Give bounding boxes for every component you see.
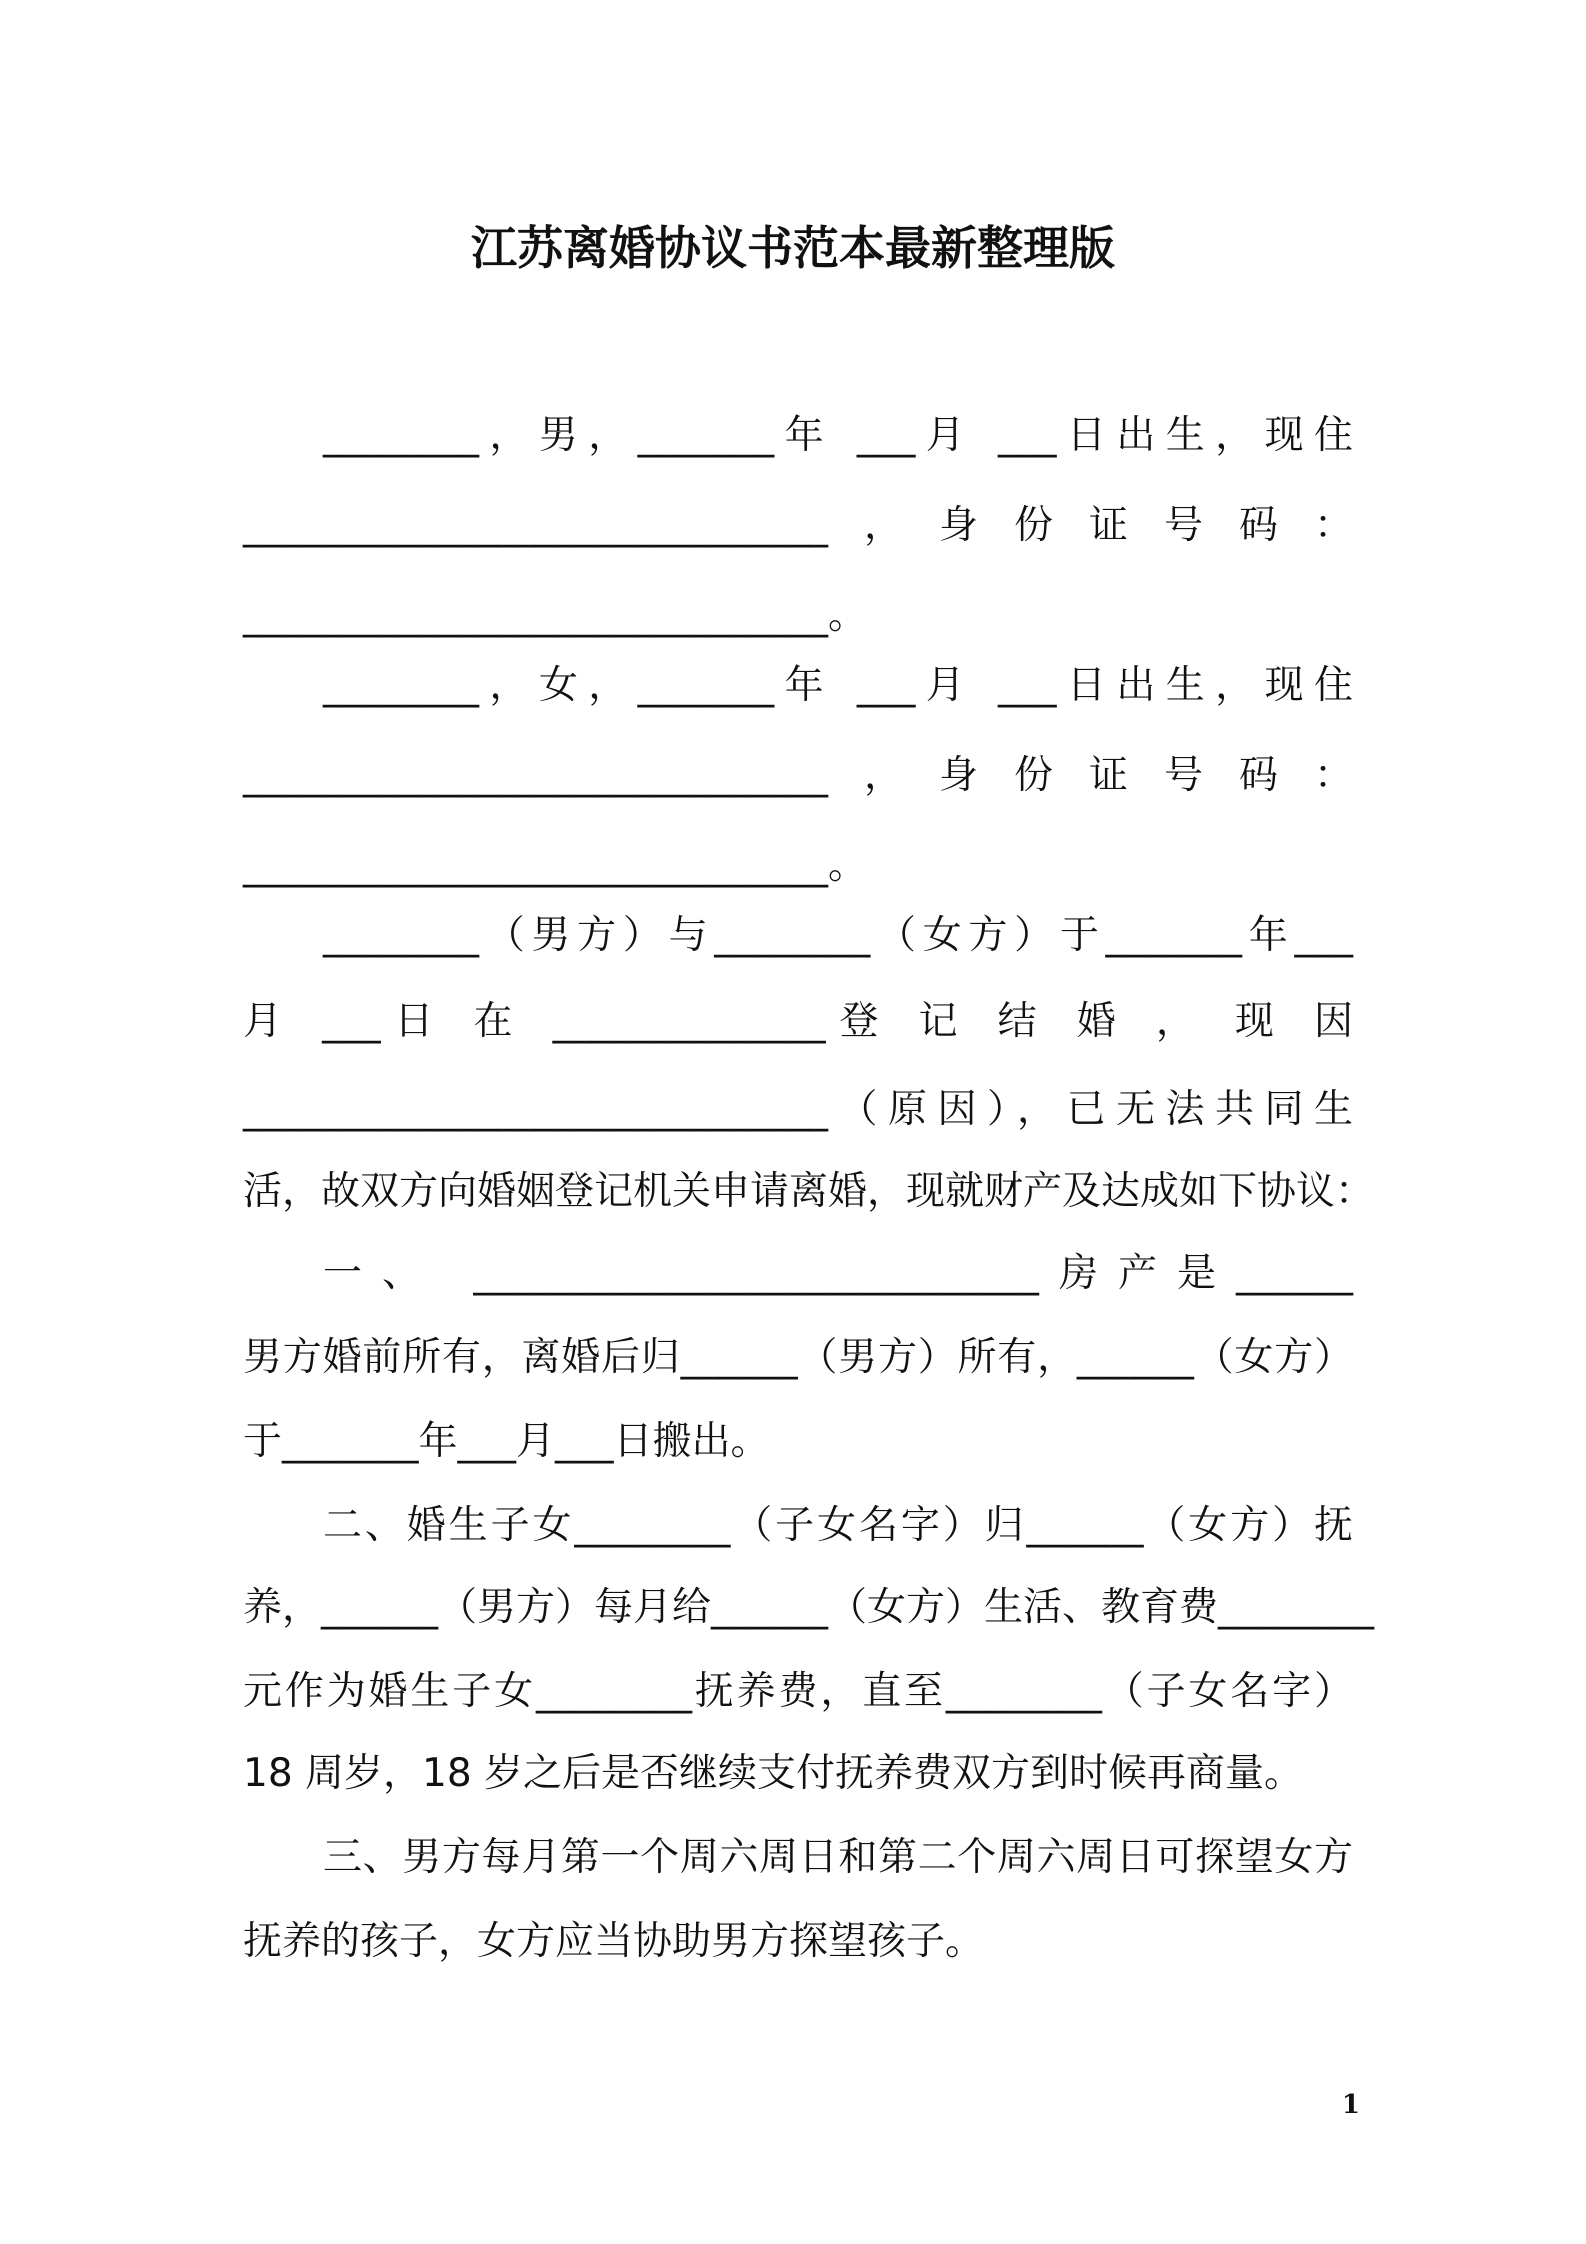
clause-1-line-3: 于_______年___月___日搬出。	[243, 1419, 770, 1464]
marriage-line-2: 月 ___日 在 ______________登 记 结 婚 ， 现 因	[243, 999, 1353, 1044]
marriage-line-4: 活，故双方向婚姻登记机关申请离婚，现就财产及达成如下协议：	[243, 1169, 1375, 1214]
page-number: 1	[1341, 2090, 1360, 2120]
female-id-number-line: ______________________________。	[243, 843, 867, 888]
female-address-id-line: ______________________________，身份证号码：	[243, 753, 1353, 798]
male-id-number-line: ______________________________。	[243, 593, 867, 638]
document-title: 江苏离婚协议书范本最新整理版	[471, 221, 1115, 275]
clause-1-line-2: 男方婚前所有，离婚后归______（男方）所有，______（女方）	[243, 1335, 1353, 1380]
male-party-line: ________，男，_______年 ___月 ___日出生，现住	[323, 413, 1353, 458]
female-party-line: ________，女，_______年 ___月 ___日出生，现住	[323, 663, 1353, 708]
clause-2-line-3: 元作为婚生子女________抚养费，直至________（子女名字）	[243, 1669, 1353, 1714]
clause-3-line-1: 三、男方每月第一个周六周日和第二个周六周日可探望女方	[323, 1835, 1353, 1880]
clause-1-line-1: 一、 _____________________________房产是______	[323, 1251, 1353, 1296]
clause-2-line-4: 18 周岁，18 岁之后是否继续支付抚养费双方到时候再商量。	[243, 1751, 1304, 1796]
male-address-id-line: ______________________________，身份证号码：	[243, 503, 1353, 548]
clause-3-line-2: 抚养的孩子，女方应当协助男方探望孩子。	[243, 1919, 985, 1964]
marriage-line-3: ______________________________（原因），已无法共同生	[243, 1087, 1353, 1132]
clause-2-line-1: 二、婚生子女________（子女名字）归______（女方）抚	[323, 1503, 1353, 1548]
marriage-line-1: ________（男方）与________（女方）于_______年___	[323, 913, 1353, 958]
clause-2-line-2: 养，______（男方）每月给______（女方）生活、教育费________	[243, 1585, 1375, 1630]
